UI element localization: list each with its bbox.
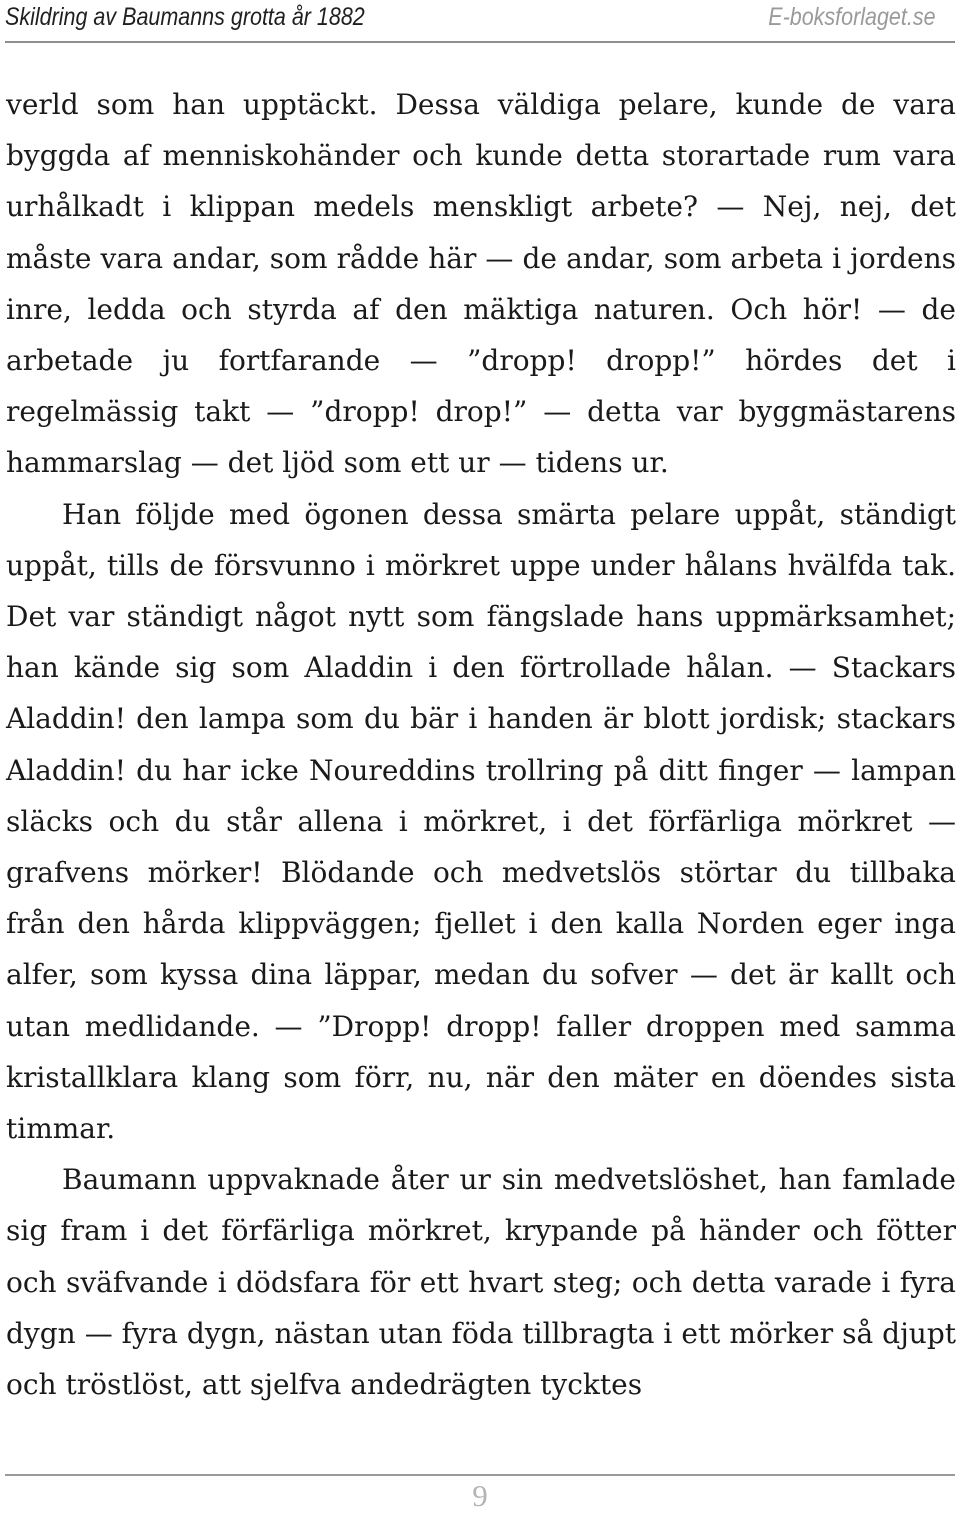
header-divider [5, 41, 955, 43]
paragraph-2: Han följde med ögonen dessa smärta pelare uppåt, ständigt uppåt, tills de försvunno i mörkret uppe under hålans hvälfda tak. Det var ständigt något nytt som fängslade hans uppmärksamhet; han kände sig som Aladdin i den förtrollade hålan. — Stackars Aladdin! den lampa som du bär i handen är blott jordisk; stackars Aladdin! du har icke Noureddins trollring på ditt finger — lampan släcks och du står allena i mörkret, i det förfärliga mörkret — grafvens mörker! Blödande och medvetslös störtar du tillbaka från den hårda klippväggen; fjellet i den kalla Norden eger inga alfer, som kyssa dina läppar, medan du sofver — det är kallt och utan medlidande. — ”Dropp! dropp! faller droppen med samma kristallklara klang som förr, nu, när den mäter en döendes sista timmar. [6, 497, 956, 1146]
page-number: 9 [472, 1478, 488, 1513]
body-text [6, 79, 956, 1410]
publisher-site: E-boksforlaget.se [768, 3, 936, 31]
footer-divider [5, 1474, 955, 1476]
running-title: Skildring av Baumanns grotta år 1882 [5, 3, 365, 31]
paragraph-3: Baumann uppvaknade åter ur sin medvetslöshet, han famlade sig fram i det förfärliga mörkret, krypande på händer och fötter och sväfvande i dödsfara för ett hvart steg; och detta varade i fyra dygn — fyra dygn, nästan utan föda tillbragta i ett mörker så djupt och tröstlöst, att sjelfva andedrägten tycktes [6, 1163, 956, 1402]
paragraph-1: verld som han upptäckt. Dessa väldiga pelare, kunde de vara byggda af menniskohänder och kunde detta storartade rum vara urhålkadt i klippan medels menskligt arbete? — Nej, nej, det måste vara andar, som rådde här — de andar, som arbeta i jordens inre, ledda och styrda af den mäktiga naturen. Och hör! — de arbetade ju fortfarande — ”dropp! dropp!” hördes det i regelmässig takt — ”dropp! drop!” — detta var byggmästarens hammarslag — det ljöd som ett ur — tidens ur. [6, 88, 956, 480]
page-header [0, 0, 960, 44]
